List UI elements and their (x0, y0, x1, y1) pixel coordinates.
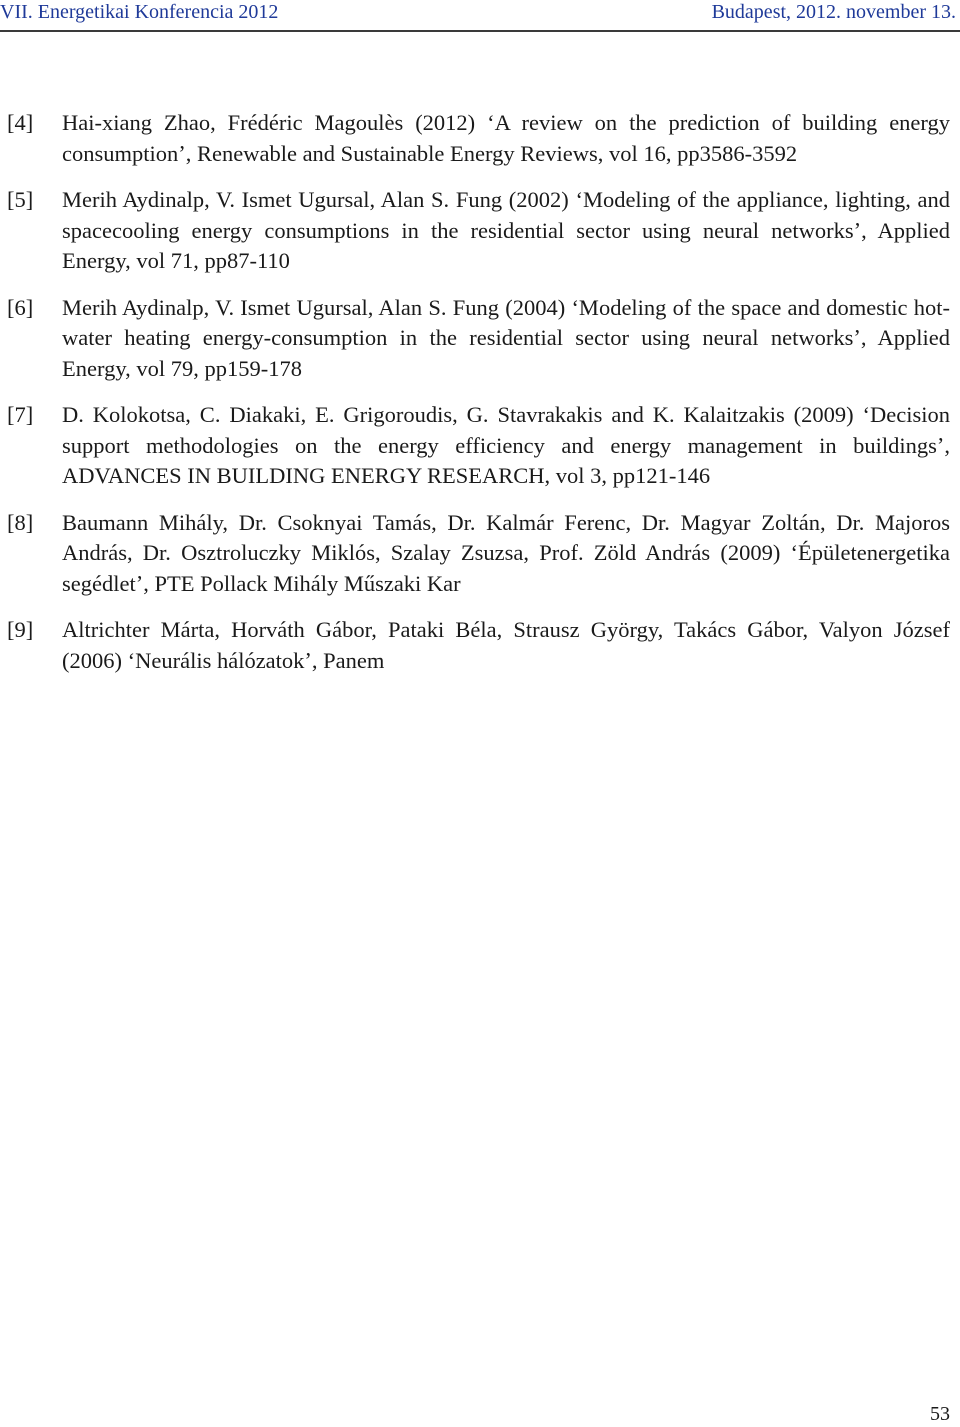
reference-number: [5] (7, 187, 34, 212)
reference-text: Merih Aydinalp, V. Ismet Ugursal, Alan S. Fung (2002) ʻModeling of the appliance, lighting, and spacecooling energy consumptions in the residential sector using neural networksʼ, Applied Energy, vol 71, pp87-110 (62, 187, 950, 273)
reference-item (0, 400, 960, 492)
reference-item (0, 108, 960, 169)
page-header (0, 0, 960, 40)
page-number: 53 (930, 1403, 950, 1425)
reference-number: [4] (7, 110, 34, 135)
reference-number: [9] (7, 617, 34, 642)
conference-date: Budapest, 2012. november 13. (711, 1, 956, 23)
header-divider (0, 30, 960, 32)
reference-text: Altrichter Márta, Horváth Gábor, Pataki Béla, Strausz György, Takács Gábor, Valyon József (2006) ʻNeurális hálózatokʼ, Panem (62, 617, 950, 673)
reference-item (0, 293, 960, 385)
reference-item (0, 508, 960, 600)
reference-text: Hai-xiang Zhao, Frédéric Magoulès (2012) ʻA review on the prediction of building energy consumptionʼ, Renewable and Sustainable Energy Reviews, vol 16, pp3586-3592 (62, 110, 950, 166)
reference-item (0, 185, 960, 277)
conference-title: VII. Energetikai Konferencia 2012 (0, 1, 279, 23)
reference-text: D. Kolokotsa, C. Diakaki, E. Grigoroudis, G. Stavrakakis and K. Kalaitzakis (2009) ʻDecision support methodologies on the energy efficiency and energy management in buildingsʼ, ADVANCES IN BUILDING ENERGY RESEARCH, vol 3, pp121-146 (62, 402, 950, 488)
reference-text: Merih Aydinalp, V. Ismet Ugursal, Alan S. Fung (2004) ʻModeling of the space and domestic hot-water heating energy-consumption in the residential sector using neural networksʼ, Applied Energy, vol 79, pp159-178 (62, 294, 950, 381)
reference-text: Baumann Mihály, Dr. Csoknyai Tamás, Dr. Kalmár Ferenc, Dr. Magyar Zoltán, Dr. Majoros András, Dr. Osztroluczky Miklós, Szalay Zsuzsa, Prof. Zöld András (2009) ʻÉpületenergetika segédletʼ, PTE Pollack Mihály Műszaki Kar (62, 509, 950, 596)
reference-list (0, 108, 960, 692)
reference-number: [7] (7, 402, 34, 427)
reference-number: [6] (7, 294, 34, 320)
reference-number: [8] (7, 509, 34, 535)
reference-item (0, 615, 960, 676)
